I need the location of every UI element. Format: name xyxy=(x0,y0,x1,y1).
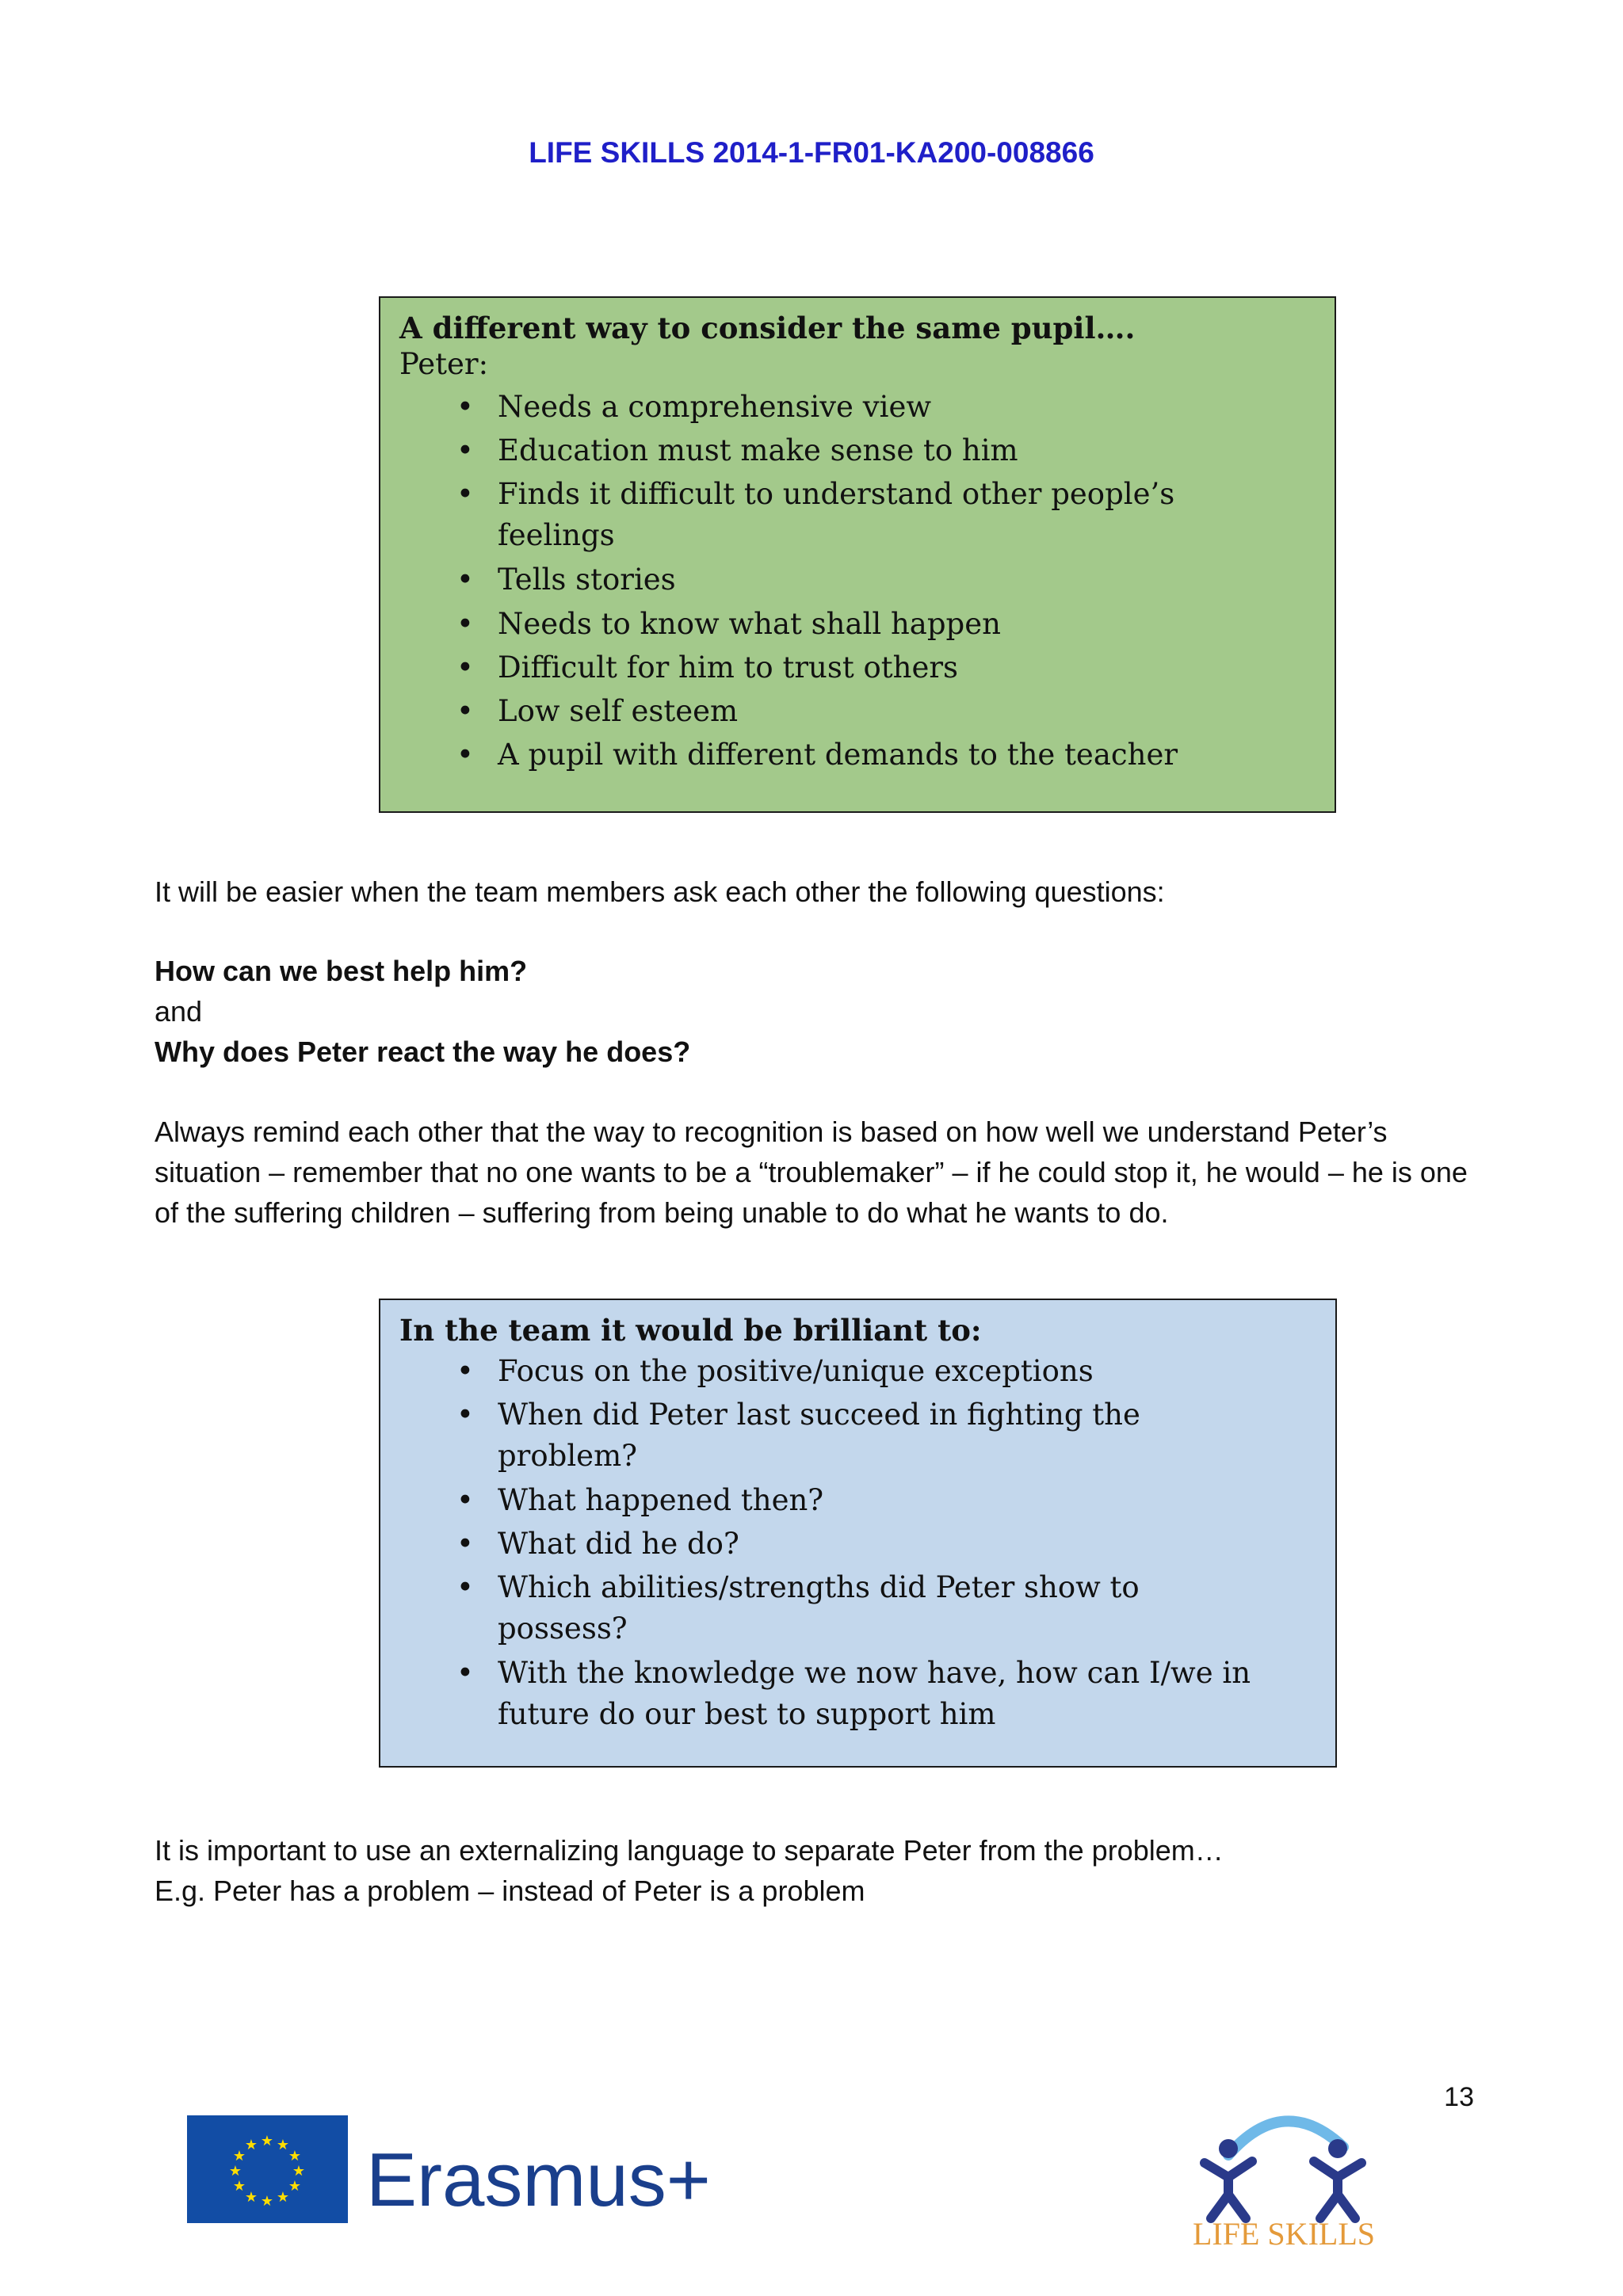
svg-text:★: ★ xyxy=(260,2193,274,2210)
svg-text:★: ★ xyxy=(232,2148,246,2164)
svg-text:★: ★ xyxy=(276,2137,290,2153)
svg-text:★: ★ xyxy=(260,2133,274,2149)
svg-text:★: ★ xyxy=(288,2148,302,2164)
team-suggestions-title: In the team it would be brilliant to: xyxy=(399,1313,982,1348)
erasmus-logo-text: Erasmus+ xyxy=(366,2138,711,2222)
question-help: How can we best help him? xyxy=(155,955,528,987)
life-skills-logo-text: LIFE SKILLS xyxy=(1193,2216,1375,2252)
reminder-paragraph: Always remind each other that the way to recognition is based on how well we understand Peter’s situation – remember that no one wants to be a “troublemaker” – if he could stop it, he would – he is one of the suffering children – suffering from being unable to do what he wants to do. xyxy=(155,1116,1468,1229)
intro-paragraph: It will be easier when the team members ask each other the following questions: xyxy=(155,875,1165,908)
svg-text:★: ★ xyxy=(292,2163,306,2180)
pupil-profile-box: A different way to consider the same pupil…. Peter: • Needs a comprehensive view • Education must make sense to him • Finds it difficult to understand other people’s feelings • Tells stories • Needs to know what shall happen • Difficult for him to trust others • Low self esteem • A pupil with different demands to the teacher xyxy=(379,296,1336,813)
closing-line-1: It is important to use an externalizing language to separate Peter from the problem… xyxy=(155,1834,1224,1867)
closing-line-2: E.g. Peter has a problem – instead of Peter is a problem xyxy=(155,1875,865,1907)
pupil-profile-title: A different way to consider the same pupil…. xyxy=(399,311,1136,345)
team-suggestions-box: In the team it would be brilliant to: • Focus on the positive/unique exceptions • When did Peter last succeed in fighting the problem? • What happened then? • What did he do? • Which abilities/strengths did Peter show to possess? • With the knowledge we now have, how can I/we in future do our best to support him xyxy=(379,1299,1337,1768)
svg-text:★: ★ xyxy=(276,2189,290,2206)
question-react: Why does Peter react the way he does? xyxy=(155,1035,691,1068)
conjunction-text: and xyxy=(155,995,203,1028)
eu-flag-icon xyxy=(187,2115,348,2223)
svg-text:★: ★ xyxy=(288,2178,302,2195)
page-number: 13 xyxy=(1444,2082,1474,2112)
svg-text:★: ★ xyxy=(244,2189,258,2206)
svg-text:★: ★ xyxy=(228,2163,242,2180)
pupil-name-label: Peter: xyxy=(399,347,489,381)
project-header: LIFE SKILLS 2014-1-FR01-KA200-008866 xyxy=(529,136,1094,169)
svg-text:★: ★ xyxy=(232,2178,246,2195)
svg-text:★: ★ xyxy=(244,2137,258,2153)
